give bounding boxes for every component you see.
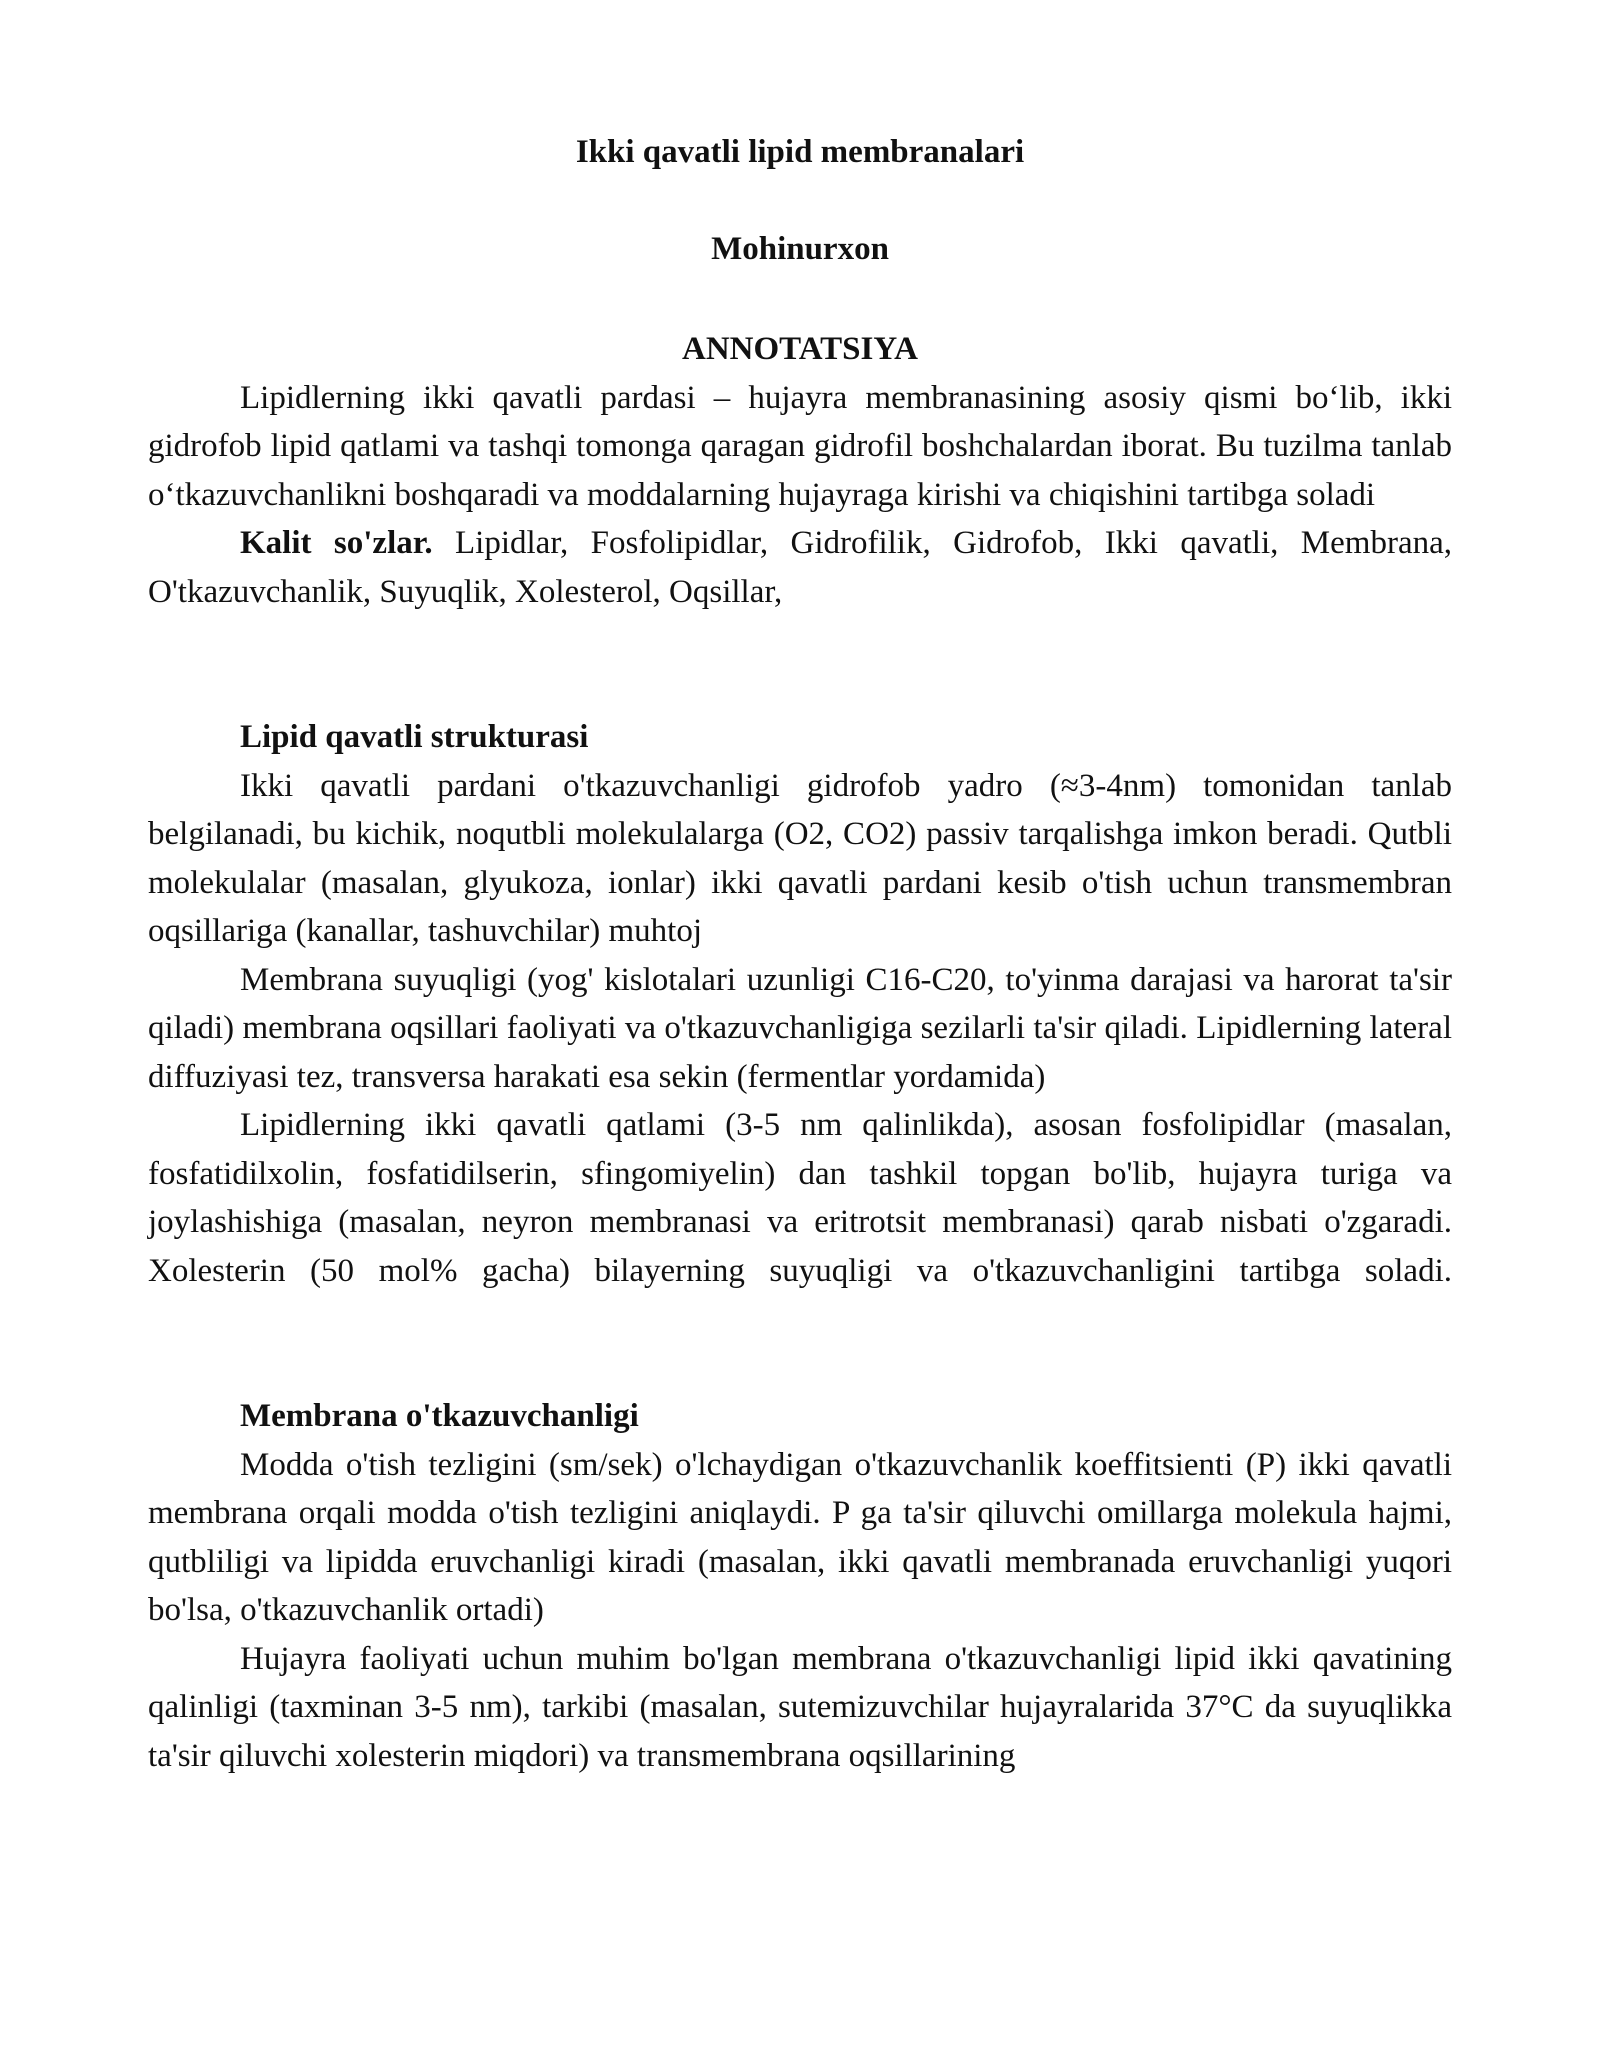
keywords-label: Kalit so'zlar.	[240, 525, 433, 561]
annotation-heading: ANNOTATSIYA	[682, 331, 918, 367]
section2-paragraph-1: Modda o'tish tezligini (sm/sek) o'lchaydigan o'tkazuvchanlik koeffitsienti (P) ikki qavatli membrana orqali modda o'tish tezligini aniqlaydi. P ga ta'sir qiluvchi omillarga molekula hajmi, qutbliligi va lipidda eruvchanligi kiradi (masalan, ikki qavatli membranada eruvchanligi yuqori bo'lsa, o'tkazuvchanlik ortadi)	[148, 1446, 1452, 1628]
section-heading-membrane-permeability: Membrana o'tkazuvchanligi	[240, 1398, 639, 1434]
annotation-paragraph: Lipidlerning ikki qavatli pardasi – hujayra membranasining asosiy qismi bo‘lib, ikki gidrofob lipid qatlami va tashqi tomonga qaragan gidrofil boshchalardan iborat. Bu tuzilma tanlab o‘tkazuvchanlikni boshqaradi va moddalarning hujayraga kirishi va chiqishini tartibga soladi	[148, 379, 1452, 513]
document-title: Ikki qavatli lipid membranalari	[575, 134, 1025, 170]
section1-paragraph-2: Membrana suyuqligi (yog' kislotalari uzunligi C16-C20, to'yinma darajasi va harorat ta'sir qiladi) membrana oqsillari faoliyati va o'tkazuvchanligiga sezilarli ta'sir qiladi. Lipidlerning lateral diffuziyasi tez, transversa harakati esa sekin (fermentlar yordamida)	[148, 961, 1452, 1095]
section-heading-lipid-structure: Lipid qavatli strukturasi	[240, 719, 589, 755]
section1-paragraph-1: Ikki qavatli pardani o'tkazuvchanligi gidrofob yadro (≈3-4nm) tomonidan tanlab belgilanadi, bu kichik, noqutbli molekulalarga (O2, CO2) passiv tarqalishga imkon beradi. Qutbli molekulalar (masalan, glyukoza, ionlar) ikki qavatli pardani kesib o'tish uchun transmembran oqsillariga (kanallar, tashuvchilar) muhtoj	[148, 767, 1452, 949]
section1-paragraph-3: Lipidlerning ikki qavatli qatlami (3-5 nm qalinlikda), asosan fosfolipidlar (masalan, fosfatidilxolin, fosfatidilserin, sfingomiyelin) dan tashkil topgan bo'lib, hujayra turiga va joylashishiga (masalan, neyron membranasi va eritrotsit membranasi) qarab nisbati o'zgaradi. Xolesterin (50 mol% gacha) bilayerning suyuqligi va o'tkazuvchanligini tartibga soladi.	[148, 1107, 1452, 1289]
keywords-list: Lipidlar, Fosfolipidlar, Gidrofilik, Gidrofob, Ikki qavatli, Membrana, O'tkazuvchanlik, Suyuqlik, Xolesterol, Oqsillar,	[148, 525, 1452, 610]
section2-paragraph-2: Hujayra faoliyati uchun muhim bo'lgan membrana o'tkazuvchanligi lipid ikki qavatining qalinligi (taxminan 3-5 nm), tarkibi (masalan, sutemizuvchilar hujayralarida 37°C da suyuqlikka ta'sir qiluvchi xolesterin miqdori) va transmembrana oqsillarining	[148, 1640, 1452, 1774]
author-name: Mohinurxon	[711, 230, 889, 267]
keywords-paragraph	[148, 519, 1452, 616]
